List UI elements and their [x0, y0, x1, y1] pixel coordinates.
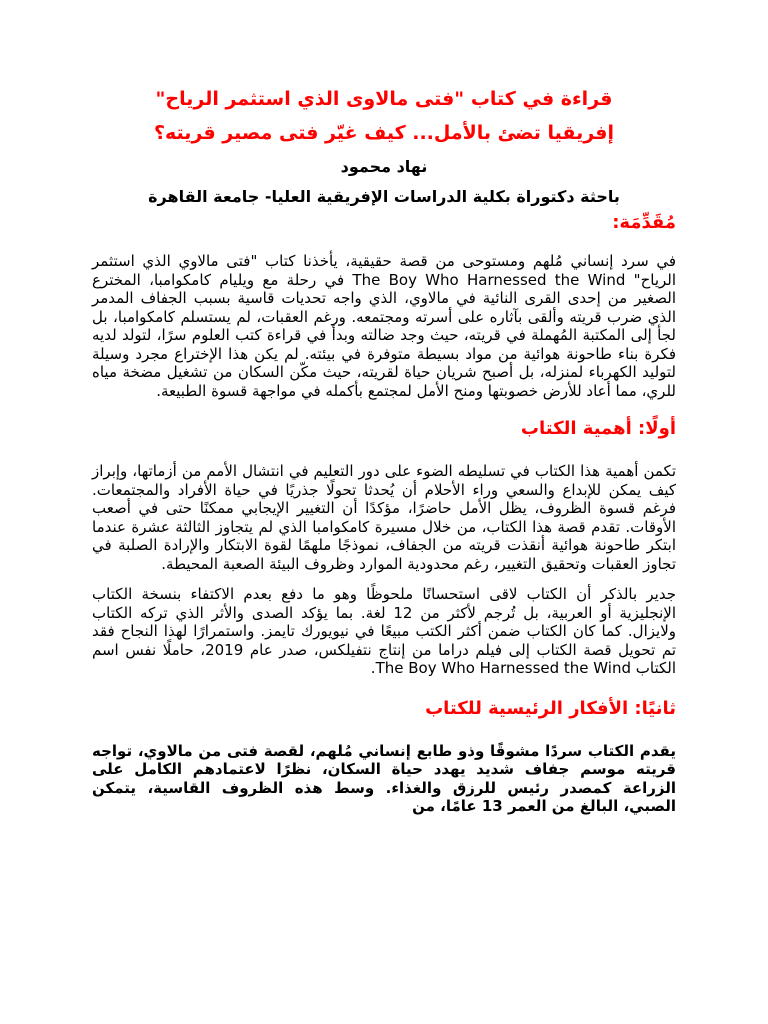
intro-paragraph: في سرد إنساني مُلهم ومستوحى من قصة حقيقية، يأخذنا كتاب "فتى مالاوي الذي استثمر الرياح" The Boy Who Harnessed the Wind في رحلة مع ويليام كامكوامبا، المخترع الصغير من إحدى القرى النائية في مالاوي، الذي واجه تحديات قاسية بسبب الجفاف المدمر الذي ضرب قريته وألقى بآثاره على أسرته ومجتمعه. ورغم العقبات، لم يستسلم كامكوامبا، بل لجأ إلى المكتبة المُهملة في قريته، حيث وجد ضالته وبدأ في قراءة كتب العلوم سرًا، لتولد لديه فكرة بناء طاحونة هوائية من مواد بسيطة متوفرة في بيئته. لم يكن هذا الإختراع مجرد وسيلة لتوليد الكهرباء لمنزله، بل أصبح شريان حياة لقريته، حيث مكّن السكان من تشغيل مضخة مياه للري، مما أعاد للأرض خصوبتها ومنح الأمل لمجتمع بأكمله في مواجهة قسوة الطبيعة. — [92, 252, 677, 400]
author-affiliation: باحثة دكتوراة بكلية الدراسات الإفريقية العليا- جامعة القاهرة — [148, 187, 620, 206]
section-1-paragraph-1: تكمن أهمية هذا الكتاب في تسليطه الضوء على دور التعليم في انتشال الأمم من أزماتها، وإبراز كيف يمكن للإبداع والسعي وراء الأحلام أن يُحدثا تحولًا جذريًا في حياة الأفراد والمجتمعات. فرغم قسوة الظروف، يظل الأمل حاضرًا، مؤكدًا أن التغيير الإيجابي ممكنًا حتى في أصعب الأوقات. تقدم قصة هذا الكتاب، من خلال مسيرة كامكوامبا الذي لم يتجاوز الثالثة عشرة عندما ابتكر طاحونة هوائية أنقذت قريته من الجفاف، نموذجًا ملهمًا لقوة الابتكار والإرادة الصلبة في تجاوز العقبات وتحقيق التغيير، رغم محدودية الموارد وظروف البيئة الصعبة المحيطة. — [92, 462, 676, 573]
intro-heading: مُقَدِّمَة: — [612, 212, 676, 233]
document-title-line-2: إفريقيا تضئ بالأمل... كيف غيّر فتى مصير قريته؟ — [154, 122, 614, 144]
section-1-heading: أولًا: أهمية الكتاب — [520, 418, 676, 439]
author-name: نهاد محمود — [340, 157, 428, 176]
section-2-paragraph-1: يقدم الكتاب سردًا مشوقًا وذو طابع إنساني مُلهم، لقصة فتى من مالاوي، تواجه قريته موسم جفاف شديد يهدد حياة السكان، نظرًا لاعتمادهم الكامل على الزراعة كمصدر رئيس للرزق والغذاء. وسط هذه الظروف القاسية، يتمكن الصبي، البالغ من العمر 13 عامًا، من — [92, 741, 676, 815]
section-2-heading: ثانيًا: الأفكار الرئيسية للكتاب — [425, 697, 676, 719]
section-1-paragraph-2: جدير بالذكر أن الكتاب لاقى استحسانًا ملحوظًا وهو ما دفع بعدم الاكتفاء بنسخة الكتاب الإنجليزية أو العربية، بل تُرجم لأكثر من 12 لغة. بما يؤكد الصدى والأثر الذي تركه الكتاب ولايزال. كما كان الكتاب ضمن أكثر الكتب مبيعًا في نيويورك تايمز. واستمرارًا لهذا النجاح فقد تم تحويل قصة الكتاب إلى فيلم دراما من إنتاج نتفيلكس، صدر عام 2019، حاملًا نفس اسم الكتاب The Boy Who Harnessed the Wind. — [92, 585, 676, 677]
document-title-line-1: قراءة في كتاب "فتى مالاوى الذي استثمر الرياح" — [155, 88, 613, 110]
